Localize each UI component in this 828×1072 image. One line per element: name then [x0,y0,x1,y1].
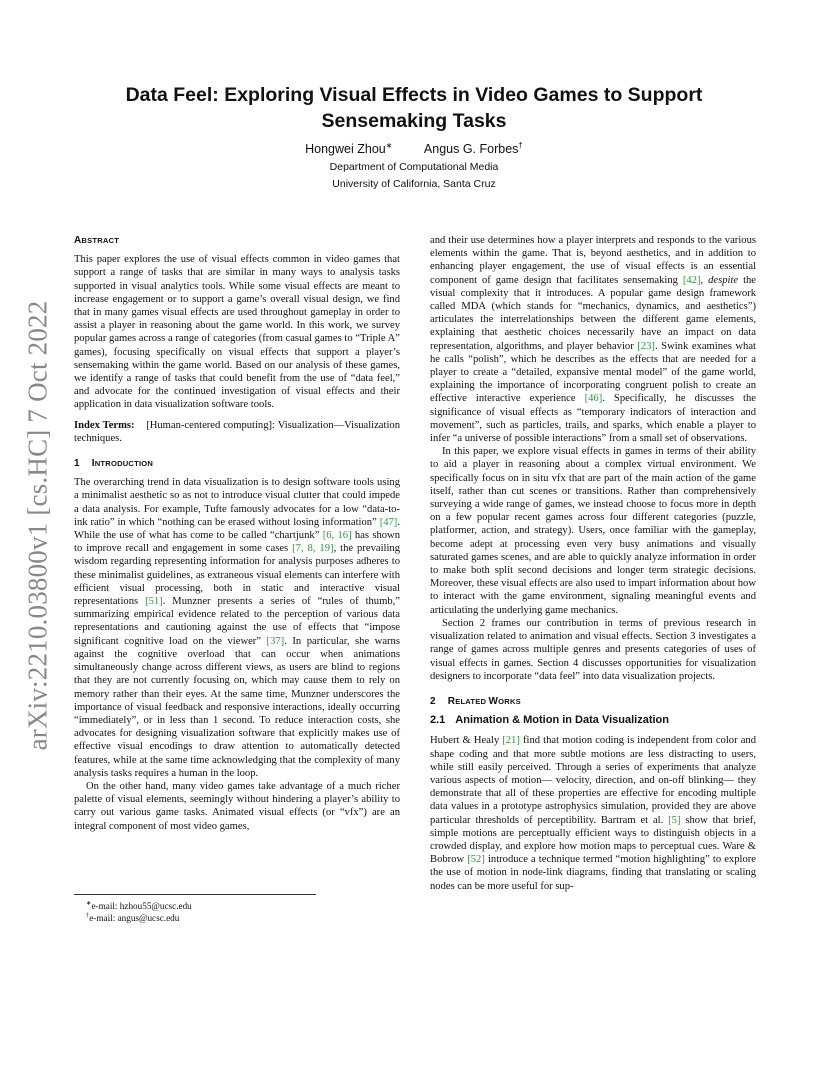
citation-link[interactable]: [52] [467,854,485,866]
author-name: Angus G. Forbes [423,142,519,157]
left-column [74,234,400,833]
text-run: The overarching trend in data visualization is to design software tools using a minimalist aesthetic so as not to introduce visual clutter that could impede a data analysis. For example, Tufte famously advocates for a low “data-to-ink ratio” in which “nothing can be erased without losing information” [74,477,400,528]
text-run: find that motion coding is independent from color and shape coding and that more subtle motions are less distracting to users, while still easily perceived. Through a series of experiments that analyze various aspects of motion— velocity, direction, and on-off blinking— they demonstrate that all of these properties are effective for encoding multiple data values in a prototype astrophysics simulation, provided they are above particular thresholds of perceptibility. Bartram et al. [430,735,756,826]
text-run: . Swink examines what he calls “polish”, which he describes as the effects that are needed for a player to create a “detailed, expansive mental model” of the game world, explaining the importance of incorporating congruent polish to create an effective interactive experience [430,340,756,405]
related-paragraph-1 [430,734,756,892]
text-run: show that brief, simple motions are perceptually efficient ways to distinguish objects in a crowded display, and explore how motion maps to perceptual cues. Ware & Bobrow [430,814,756,866]
citation-link[interactable]: [42] [682,274,701,286]
affiliation-university: University of California, Santa Cruz [332,178,496,190]
text-run: . Specifically, he discusses the significance of visual effects as “temporary indicators of interaction and movement”, such as particles, trails, and sparks, which enable a player to infer “a universe of possible interactions” from a small set of observations. [430,393,756,445]
citation-link[interactable]: [51] [145,596,163,608]
text-run: has shown to improve recall and engagement in some cases [74,530,400,555]
affiliation-department: Department of Computational Media [329,161,499,173]
paper-title [90,82,738,134]
author-mark: † [518,141,523,150]
footnote-mark: ∗ [86,900,92,907]
index-terms [74,419,400,445]
citation-link[interactable]: [6, 16] [322,530,352,542]
author-mark: ∗ [385,141,393,150]
title-line-2: Sensemaking Tasks [321,110,507,132]
arxiv-id-text: arXiv:2210.03800v1 [cs.HC] 7 Oct 2022 [22,300,53,750]
text-run: introduce a technique termed “motion highlighting” to explore the use of motion in node-link diagrams, finding that translating or scaling nodes can be more useful for sup- [430,854,756,892]
subsection-number: 2.1 [430,714,446,727]
text-run: . In particular, she warns against the cognitive overload that can occur when animations simultaneously change across different views, as users are blind to regions that they are not currently focusing on, which may cause them to rely on memory rather than their eyes. At the same time, Munzner underscores the importance of visual feedback and responsive interactions, ideally occurring “immediately”, or in less than 1 second. To reduce interaction costs, she advocates for designing visualization software that explicitly makes use of effective visual encodings to draw attention to automatically detected features, while at the same time acknowledging that the complexity of many analysis tasks requires a human in the loop. [74,635,400,779]
intro-paragraph-5: Section 2 frames our contribution in terms of previous research in visualization related to animation and visual effects. Section 3 investigates a range of games across multiple genres and presents categories of uses of visual effects in games. Section 4 discusses opportunities for visualization designers to incorporate “data feel” into data visualization projects. [430,617,756,682]
text-run: . While the use of what has come to be called “chartjunk” [74,516,400,542]
citation-link[interactable]: [21] [502,735,520,747]
citation-link[interactable]: [37] [266,635,285,647]
citation-link[interactable]: [5] [668,814,681,826]
section-number: 1 [74,458,80,470]
index-terms-text: [Human-centered computing]: Visualization—Visualization techniques. [74,419,400,444]
citation-link[interactable]: [23] [637,340,655,352]
footnote-2 [86,912,179,923]
intro-paragraph-3 [430,234,756,445]
heading-initial: R [447,695,456,707]
intro-paragraph-4: In this paper, we explore visual effects in games in terms of their ability to aid a player in reasoning about a complex virtual environment. We specifically focus on in situ vfx that are part of the main action of the game itself, rather than cut scenes or transitions. Rather than comprehensively surveying a wide range of games, we instead choose to focus more in depth on a few popular recent games across four different categories (puzzle, platformer, action, and strategy). Users, once familiar with the gameplay, become adept at processing even very busy animations and visually saturated games scenes, and are able to quickly analyze information in order to make both split second decisions and longer term strategic decisions. Moreover, these visual effects are also used to impart information about how to interact with the game environment, signaling meaningful events and articulating the underlying game mechanics. [430,446,756,616]
footnote-email: e-mail: hzhou55@ucsc.edu [91,901,192,912]
emphasis-text: despite [708,274,739,286]
intro-heading [74,457,400,470]
related-works-heading [430,695,756,708]
subsection-title: Animation & Motion in Data Visualization [455,714,669,727]
citation-link[interactable]: [46] [584,393,603,405]
heading-initial: W [488,695,499,707]
heading-rest: BSTRACT [81,236,120,245]
heading-initial: A [74,235,82,246]
footnote-1 [86,899,192,911]
footnote-mark: † [86,912,90,919]
text-run: the visual complexity that it introduces. A popular game design framework called MDA (which stands for “mechanics, dynamics, and aesthetics”) articulates the interrelationships between the different game elements, explaining that aesthetic choices necessarily have an impact on data representation, algorithms, and player behavior [430,274,757,352]
index-terms-label: Index Terms: [74,419,135,431]
text-run: . Munzner presents a series of “rules of thumb,” summarizing empirical evidence related to the perception of various data representations and cautioning against the use of effects that “impose significant cognitive load on the viewer” [74,596,400,647]
text-run: , [700,274,709,286]
heading-initial: I [91,458,95,470]
heading-rest: ORKS [498,696,521,706]
author-list [90,141,738,156]
heading-rest: NTRODUCTION [94,459,154,469]
right-column [430,234,756,893]
abstract-text: This paper explores the use of visual effects common in video games that support a range of tasks that are similar in many ways to analysis tasks supported in visual analytics tools. While some visual effects are meant to increase engagement or to support a game’s overall visual design, we find that in many games visual effects are used throughout gameplay in order to assist a player in reasoning about the game world. In this work, we survey popular games across a range of categories (from casual games to “Triple A” games), focusing specifically on visual effects that support a player’s sensemaking within the game world. Based on our analysis of these games, we identify a range of tasks that could benefit from the use of “data feel,” and advocate for the continued investigation of visual effects and their application in data visualization software tools. [74,254,400,411]
footnote-divider [74,894,316,895]
section-number: 2 [430,695,436,707]
abstract-heading [74,234,400,247]
citation-link[interactable]: [47] [379,516,398,528]
text-run: , the prevailing wisdom regarding representing information for analysis purposes adheres to these minimalist guidelines, as extraneous visual elements can interfere with efficient visual processing, both in static and interactive visual representations [74,543,401,608]
author-1 [305,142,392,156]
text-run: and their use determines how a player interprets and responds to the various elements within the game. That is, beyond aesthetics, and in addition to enhancing player engagement, the use of visual effects is an essential component of game design that facilitates sensemaking [430,235,756,286]
citation-link[interactable]: [7, 8, 19] [292,543,334,555]
author-2 [424,142,523,156]
intro-paragraph-2: On the other hand, many video games take advantage of a much richer palette of visual elements, seemingly without hindering a player’s ability to carry out various game tasks. Animated visual effects (or “vfx”) are an integral component of most video games, [74,780,400,832]
subsection-heading [430,714,756,727]
author-name: Hongwei Zhou [305,142,386,157]
intro-paragraph-1 [74,476,400,780]
title-line-1: Data Feel: Exploring Visual Effects in Video Games to Support [125,84,703,106]
arxiv-identifier [12,290,64,760]
footnote-email: e-mail: angus@ucsc.edu [89,913,180,924]
text-run: Hubert & Healy [430,735,503,747]
heading-rest: ELATED [455,696,489,706]
